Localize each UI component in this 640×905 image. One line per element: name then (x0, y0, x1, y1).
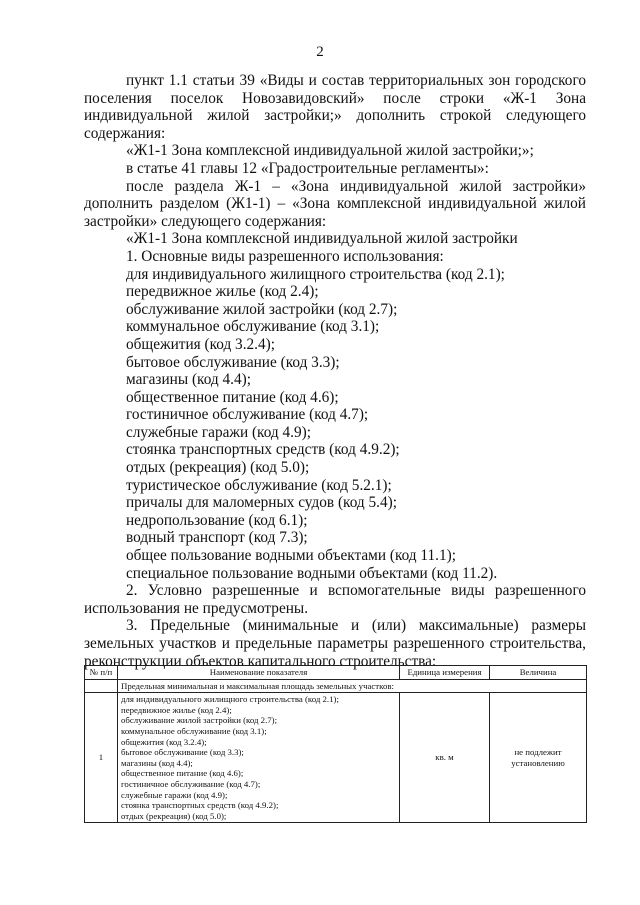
list-item: общежития (код 3.2.4); (126, 335, 275, 353)
row-value: не подлежит установлению (490, 693, 587, 823)
list-item: служебные гаражи (код 4.9); (126, 423, 311, 441)
main-uses-list (84, 266, 586, 583)
paragraph-amend-article-39: пункт 1.1 статьи 39 «Виды и состав территориальных зон городского поселения поселок Новозавидовский» после строки «Ж-1 Зона индивидуальной жилой застройки;» дополнить строкой следующего содержания: (84, 72, 586, 142)
page-number: 2 (316, 44, 324, 60)
subheader-area-limits: Предельная минимальная и максимальная площадь земельных участков: (118, 679, 587, 693)
paragraph-conditional-uses: 2. Условно разрешенные и вспомогательные виды разрешенного использования не предусмотрены. (84, 582, 586, 617)
list-item: коммунальное обслуживание (код 3.1); (121, 725, 267, 736)
list-item: бытовое обслуживание (код 3.3); (121, 747, 244, 758)
header-number: № п/п (85, 666, 118, 680)
list-item: гостиничное обслуживание (код 4.7); (121, 778, 261, 789)
subheader-number-cell (85, 679, 118, 693)
header-unit: Единица измерения (400, 666, 490, 680)
paragraph-limit-parameters: 3. Предельные (минимальные и (или) максимальные) размеры земельных участков и предельные параметры разрешенного строительства, реконструкции объектов капитального строительства: (84, 617, 586, 670)
list-item: служебные гаражи (код 4.9); (121, 789, 228, 800)
list-item: передвижное жилье (код 2.4); (121, 704, 232, 715)
list-item: обслуживание жилой застройки (код 2.7); (121, 715, 278, 726)
table-row (85, 693, 587, 823)
list-item: для индивидуального жилищного строительства (код 2.1); (121, 694, 339, 705)
paragraph-zone-title: «Ж1-1 Зона комплексной индивидуальной жилой застройки (126, 230, 518, 248)
paragraph-add-section: после раздела Ж-1 – «Зона индивидуальной жилой застройки» дополнить разделом (Ж1-1) – «Зона комплексной индивидуальной жилой застройки» следующего содержания: (84, 177, 586, 230)
list-item: стоянка транспортных средств (код 4.9.2); (126, 441, 400, 459)
paragraph-new-zone-line: «Ж1-1 Зона комплексной индивидуальной жилой застройки;»; (126, 142, 534, 160)
row-unit: кв. м (400, 693, 490, 823)
list-item: специальное пользование водными объектами (код 11.2). (126, 564, 498, 582)
list-item: отдых (рекреация) (код 5.0); (126, 459, 310, 477)
row-number: 1 (85, 693, 118, 823)
list-item: передвижное жилье (код 2.4); (126, 283, 319, 301)
list-item: стоянка транспортных средств (код 4.9.2); (121, 800, 279, 811)
document-body (84, 72, 586, 670)
list-item: общее пользование водными объектами (код 11.1); (126, 547, 456, 565)
list-item: недропользование (код 6.1); (126, 511, 308, 529)
list-item: отдых (рекреация) (код 5.0); (121, 810, 227, 821)
paragraph-main-uses-heading: 1. Основные виды разрешенного использования: (126, 247, 444, 265)
parameters-table (84, 665, 587, 823)
header-indicator-name: Наименование показателя (118, 666, 400, 680)
list-item: коммунальное обслуживание (код 3.1); (126, 318, 380, 336)
list-item: обслуживание жилой застройки (код 2.7); (126, 300, 398, 318)
row-use-names-list (121, 694, 396, 821)
table-subheader-row (85, 679, 587, 693)
list-item: туристическое обслуживание (код 5.2.1); (126, 476, 392, 494)
header-value: Величина (490, 666, 587, 680)
paragraph-article-41: в статье 41 главы 12 «Градостроительные регламенты»: (126, 159, 489, 177)
list-item: для индивидуального жилищного строительства (код 2.1); (126, 265, 505, 283)
list-item: гостиничное обслуживание (код 4.7); (126, 406, 369, 424)
table-header-row (85, 666, 587, 680)
list-item: магазины (код 4.4); (126, 371, 251, 389)
list-item: общежития (код 3.2.4); (121, 736, 207, 747)
list-item: общественное питание (код 4.6); (126, 388, 339, 406)
row-use-names (118, 693, 400, 823)
list-item: водный транспорт (код 7.3); (126, 529, 308, 547)
list-item: магазины (код 4.4); (121, 757, 193, 768)
list-item: причалы для маломерных судов (код 5.4); (126, 494, 397, 512)
list-item: бытовое обслуживание (код 3.3); (126, 353, 340, 371)
list-item: общественное питание (код 4.6); (121, 768, 244, 779)
